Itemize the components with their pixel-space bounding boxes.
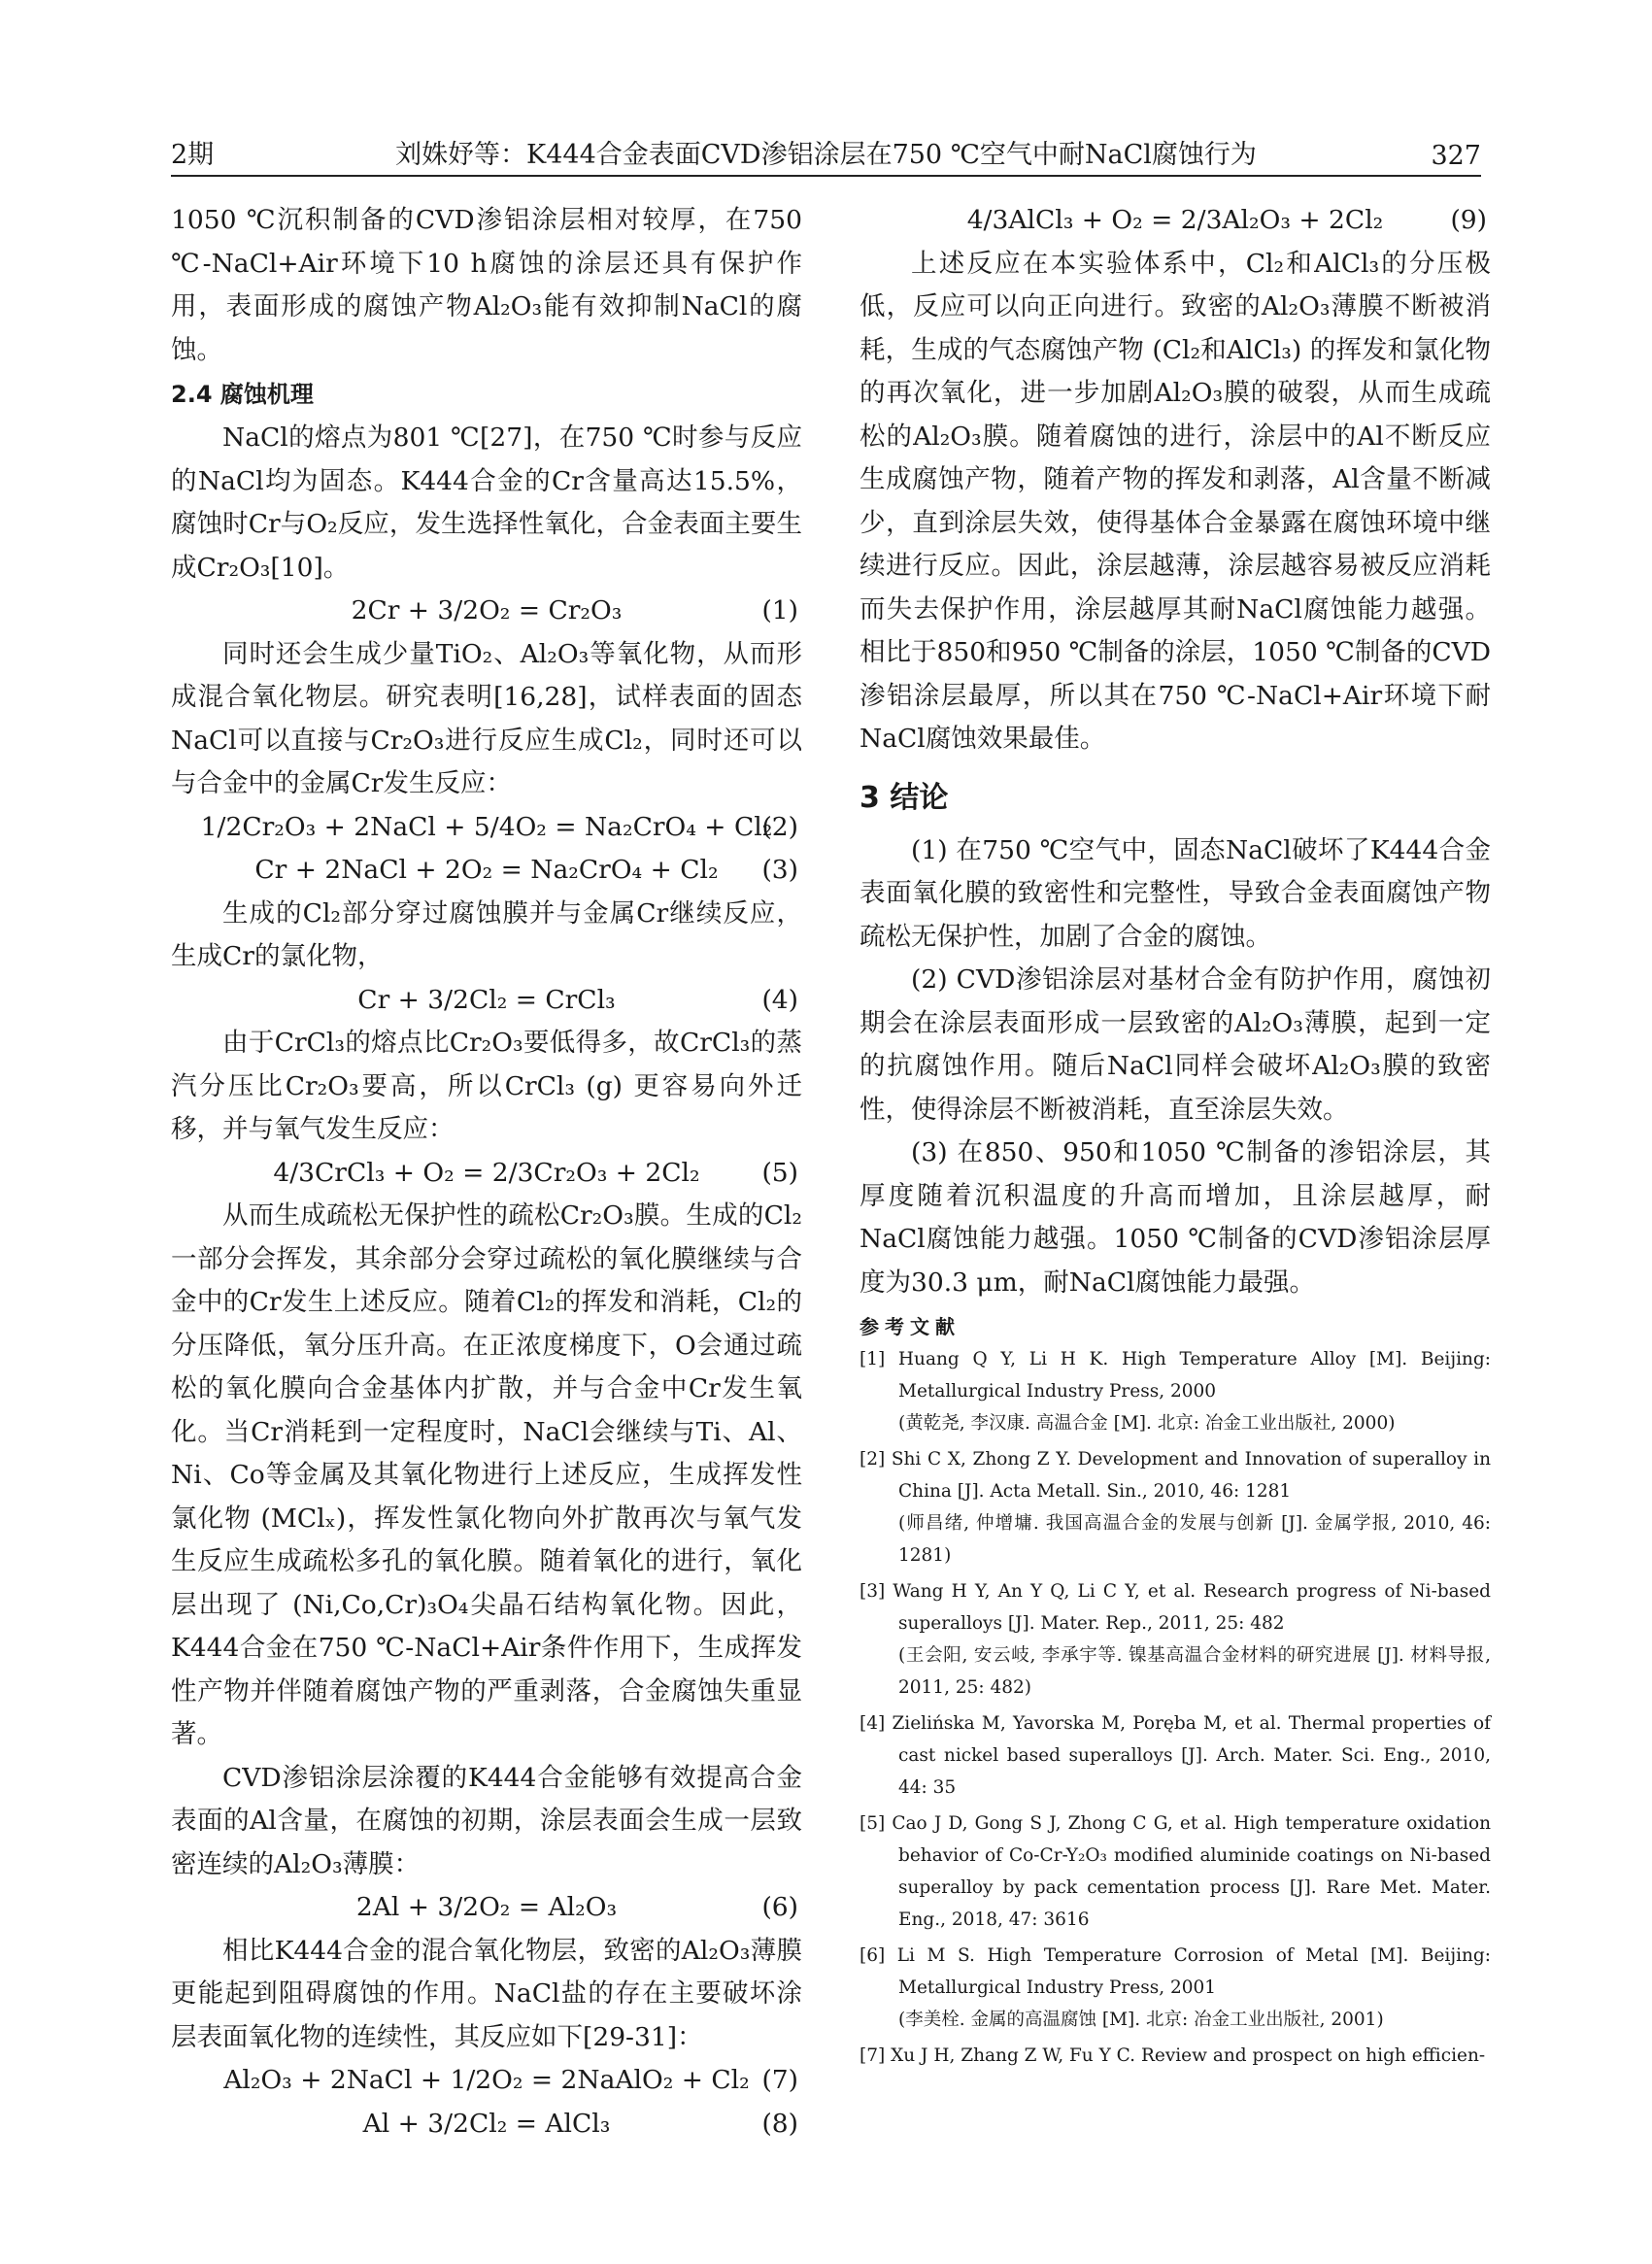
paragraph: 从而生成疏松无保护性的疏松Cr₂O₃膜。生成的Cl₂一部分会挥发，其余部分会穿过疏松的氧化膜继续与合金中的Cr发生上述反应。随着Cl₂的挥发和消耗，Cl₂的分压降低，氧分压升高。在正浓度梯度下，O会通过疏松的氧化膜向合金基体内扩散，并与合金中Cr发生氧化。当Cr消耗到一定程度时，NaCl会继续与Ti、Al、Ni、Co等金属及其氧化物进行上述反应，生成挥发性氯化物 (MClₓ)，挥发性氯化物向外扩散再次与氧气发生反应生成疏松多孔的氧化膜。随着氧化的进行，氧化层出现了 (Ni,Co,Cr)₃O₄尖晶石结构氧化物。因此，K444合金在750 ℃-NaCl+Air条件作用下，生成挥发性产物并伴随着腐蚀产物的严重剥落，合金腐蚀失重显著。 (171, 1200, 802, 1749)
reference-item: [3] Wang H Y, An Y Q, Li C Y, et al. Research progress of Ni-based superalloys [J]. Mater. Rep., 2011, 25: 482 (王会阳, 安云岐, 李承宇等. 镍基高温合金材料的研究进展 [J]. 材料导报, 2011, 25: 482) (860, 1581, 1491, 1698)
reference-list (860, 1343, 1491, 2072)
paragraph: 上述反应在本实验体系中，Cl₂和AlCl₃的分压极低，反应可以向正向进行。致密的Al₂O₃薄膜不断被消耗，生成的气态腐蚀产物 (Cl₂和AlCl₃) 的挥发和氯化物的再次氧化，进一步加剧Al₂O₃膜的破裂，从而生成疏松的Al₂O₃膜。随着腐蚀的进行，涂层中的Al不断反应生成腐蚀产物，随着产物的挥发和剥落，Al含量不断减少，直到涂层失效，使得基体合金暴露在腐蚀环境中继续进行反应。因此，涂层越薄，涂层越容易被反应消耗而失去保护作用，涂层越厚其耐NaCl腐蚀能力越强。相比于850和950 ℃制备的涂层，1050 ℃制备的CVD渗铝涂层最厚，所以其在750 ℃-NaCl+Air环境下耐NaCl腐蚀效果最佳。 (860, 248, 1491, 754)
equation-7: Al₂O₃ + 2NaCl + 1/2O₂ = 2NaAlO₂ + Cl₂ (7) (223, 2065, 798, 2095)
running-header (171, 136, 1481, 177)
references-heading: 参考文献 (860, 1315, 961, 1338)
reference-item: [4] Zielińska M, Yavorska M, Poręba M, et al. Thermal properties of cast nickel based superalloys [J]. Arch. Mater. Sci. Eng., 2010, 44: 35 (860, 1713, 1491, 1798)
reference-item: [2] Shi C X, Zhong Z Y. Development and Innovation of superalloy in China [J]. Acta Metall. Sin., 2010, 46: 1281 (师昌绪, 仲增墉. 我国高温合金的发展与创新 [J]. 金属学报, 2010, 46: 1281) (860, 1449, 1491, 1566)
reference-item: [6] Li M S. High Temperature Corrosion of Metal [M]. Beijing: Metallurgical Industry Press, 2001 (李美栓. 金属的高温腐蚀 [M]. 北京: 冶金工业出版社, 2001) (860, 1945, 1491, 2030)
section-heading-3: 3 结论 (860, 780, 949, 815)
equation-3: Cr + 2NaCl + 2O₂ = Na₂CrO₄ + Cl₂ (3) (254, 855, 798, 885)
reference-item: [5] Cao J D, Gong S J, Zhong C G, et al. High temperature oxidation behavior of Co-Cr-Y₂O₃ modified aluminide coatings on Ni-based superalloy by pack cementation process [J]. Rare Met. Mater. Eng., 2018, 47: 3616 (860, 1813, 1491, 1930)
equation-9: 4/3AlCl₃ + O₂ = 2/3Al₂O₃ + 2Cl₂ (9) (966, 205, 1487, 235)
equation-6: 2Al + 3/2O₂ = Al₂O₃ (6) (355, 1892, 798, 1922)
equation-5: 4/3CrCl₃ + O₂ = 2/3Cr₂O₃ + 2Cl₂ (5) (273, 1157, 798, 1188)
paragraph: 相比K444合金的混合氧化物层，致密的Al₂O₃薄膜更能起到阻碍腐蚀的作用。NaCl盐的存在主要破坏涂层表面氧化物的连续性，其反应如下[29-31]： (171, 1935, 802, 2052)
paragraph: 同时还会生成少量TiO₂、Al₂O₃等氧化物，从而形成混合氧化物层。研究表明[16,28]，试样表面的固态NaCl可以直接与Cr₂O₃进行反应生成Cl₂，同时还可以与合金中的金属Cr发生反应： (171, 638, 802, 798)
conclusion-2: (2) CVD渗铝涂层对基材合金有防护作用，腐蚀初期会在涂层表面形成一层致密的Al₂O₃薄膜，起到一定的抗腐蚀作用。随后NaCl同样会破坏Al₂O₃膜的致密性，使得涂层不断被消耗，直至涂层失效。 (860, 964, 1491, 1125)
issue-number: 2期 (171, 140, 215, 170)
paragraph: NaCl的熔点为801 ℃[27]，在750 ℃时参与反应的NaCl均为固态。K444合金的Cr含量高达15.5%，腐蚀时Cr与O₂反应，发生选择性氧化，合金表面主要生成Cr₂O₃[10]。 (171, 422, 802, 583)
equation-2: 1/2Cr₂O₃ + 2NaCl + 5/4O₂ = Na₂CrO₄ + Cl₂ (2) (200, 811, 798, 842)
reference-item: [7] Xu J H, Zhang Z W, Fu Y C. Review and prospect on high efficien- (860, 2045, 1486, 2066)
left-column (171, 199, 802, 2146)
paragraph: 生成的Cl₂部分穿过腐蚀膜并与金属Cr继续反应，生成Cr的氯化物， (171, 897, 802, 971)
section-heading-2-4: 2.4 腐蚀机理 (171, 381, 314, 408)
conclusion-1: (1) 在750 ℃空气中，固态NaCl破坏了K444合金表面氧化膜的致密性和完整性，导致合金表面腐蚀产物疏松无保护性，加剧了合金的腐蚀。 (860, 834, 1491, 952)
running-title: 刘姝妤等：K444合金表面CVD渗铝涂层在750 ℃空气中耐NaCl腐蚀行为 (395, 140, 1257, 170)
paragraph: 1050 ℃沉积制备的CVD渗铝涂层相对较厚，在750 ℃-NaCl+Air环境下10 h腐蚀的涂层还具有保护作用，表面形成的腐蚀产物Al₂O₃能有效抑制NaCl的腐蚀。 (171, 205, 802, 365)
conclusion-3: (3) 在850、950和1050 ℃制备的渗铝涂层，其厚度随着沉积温度的升高而增加，且涂层越厚，耐NaCl腐蚀能力越强。1050 ℃制备的CVD渗铝涂层厚度为30.3 μm，耐NaCl腐蚀能力最强。 (860, 1137, 1491, 1298)
equation-8: Al + 3/2Cl₂ = AlCl₃ (8) (362, 2108, 798, 2139)
right-column (860, 199, 1491, 2076)
page-number: 327 (1431, 141, 1481, 171)
reference-item: [1] Huang Q Y, Li H K. High Temperature Alloy [M]. Beijing: Metallurgical Industry Press, 2000 (黄乾尧, 李汉康. 高温合金 [M]. 北京: 冶金工业出版社, 2000) (860, 1349, 1491, 1434)
paragraph: CVD渗铝涂层涂覆的K444合金能够有效提高合金表面的Al含量，在腐蚀的初期，涂层表面会生成一层致密连续的Al₂O₃薄膜： (171, 1762, 802, 1879)
paragraph: 由于CrCl₃的熔点比Cr₂O₃要低得多，故CrCl₃的蒸汽分压比Cr₂O₃要高，所以CrCl₃ (g) 更容易向外迁移，并与氧气发生反应： (171, 1028, 802, 1144)
equation-4: Cr + 3/2Cl₂ = CrCl₃ (4) (357, 984, 798, 1015)
equation-1: 2Cr + 3/2O₂ = Cr₂O₃ (1) (351, 595, 798, 625)
